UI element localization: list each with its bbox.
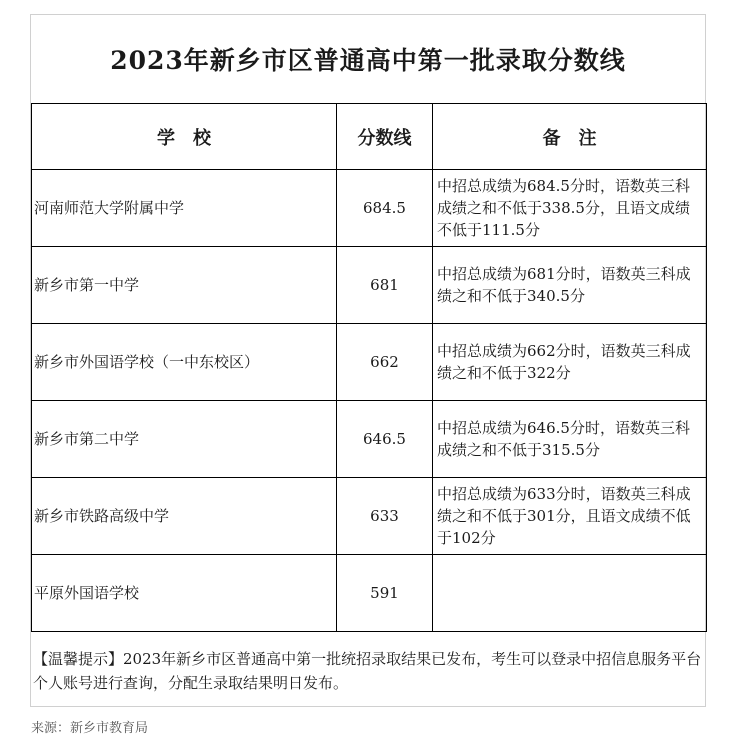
table-row	[32, 555, 707, 632]
table-row	[32, 478, 707, 555]
score-note: 中招总成绩为684.5分时，语数英三科成绩之和不低于338.5分，且语文成绩不低于111.5分	[433, 170, 707, 247]
score-note: 中招总成绩为646.5分时，语数英三科成绩之和不低于315.5分	[433, 401, 707, 478]
score-sheet	[30, 14, 706, 736]
source-line	[31, 715, 149, 736]
score-value: 681	[337, 247, 433, 324]
school-name: 河南师范大学附属中学	[32, 170, 337, 247]
school-name: 平原外国语学校	[32, 555, 337, 632]
table-row	[32, 247, 707, 324]
school-name: 新乡市第二中学	[32, 401, 337, 478]
tip-text: 【温馨提示】2023年新乡市区普通高中第一批统招录取结果已发布，考生可以登录中招信息服务平台个人账号进行查询，分配生录取结果明日发布。	[33, 650, 702, 692]
table-row	[32, 324, 707, 401]
header-score: 分数线	[337, 104, 433, 170]
table-row	[32, 170, 707, 247]
score-note	[433, 555, 707, 632]
page-title: 2023年新乡市区普通高中第一批录取分数线	[110, 46, 626, 75]
score-note: 中招总成绩为681分时，语数英三科成绩之和不低于340.5分	[433, 247, 707, 324]
school-name: 新乡市铁路高级中学	[32, 478, 337, 555]
score-value: 662	[337, 324, 433, 401]
score-table	[31, 103, 707, 632]
score-value: 591	[337, 555, 433, 632]
header-note: 备 注	[433, 104, 707, 170]
score-value: 646.5	[337, 401, 433, 478]
score-note: 中招总成绩为633分时，语数英三科成绩之和不低于301分，且语文成绩不低于102分	[433, 478, 707, 555]
score-value: 684.5	[337, 170, 433, 247]
table-header-row	[32, 104, 707, 170]
table-row	[32, 401, 707, 478]
score-value: 633	[337, 478, 433, 555]
score-note: 中招总成绩为662分时，语数英三科成绩之和不低于322分	[433, 324, 707, 401]
school-name: 新乡市外国语学校（一中东校区）	[32, 324, 337, 401]
school-name: 新乡市第一中学	[32, 247, 337, 324]
header-school: 学 校	[32, 104, 337, 170]
source-text: 来源：新乡市教育局	[31, 721, 149, 736]
